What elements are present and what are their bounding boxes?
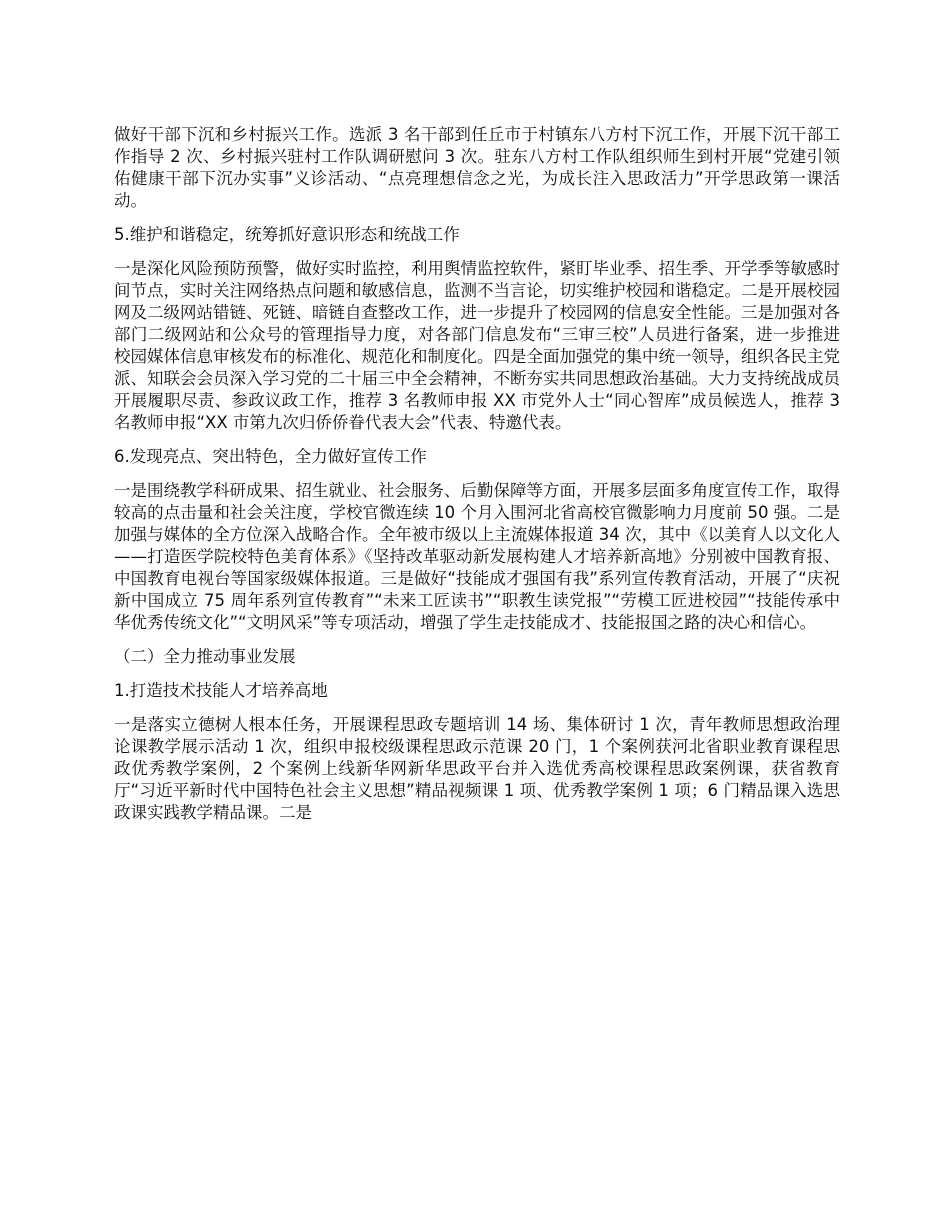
paragraph-cadre-rural: 做好干部下沉和乡村振兴工作。选派 3 名干部到任丘市于村镇东八方村下沉工作，开展下沉干部工作指导 2 次、乡村振兴驻村工作队调研慰问 3 次。驻东八方村工作队组织师生到村开展“党建引领佑健康干部下沉办实事”义诊活动、“点亮理想信念之光，为成长注入思政活力”开学思政第一课活动。 <box>114 125 840 210</box>
heading-section-5: 5.维护和谐稳定，统筹抓好意识形态和统战工作 <box>114 225 460 244</box>
heading-part-2: （二）全力推动事业发展 <box>114 647 296 666</box>
paragraph-talent-training: 一是落实立德树人根本任务，开展课程思政专题培训 14 场、集体研讨 1 次，青年教师思想政治理论课教学展示活动 1 次，组织申报校级课程思政示范课 20 门，1 个案例获河北省职业教育课程思政优秀教学案例，2 个案例上线新华网新华思政平台并入选优秀高校课程思政案例课，获省教育厅“习近平新时代中国特色社会主义思想”精品视频课 1 项、优秀教学案例 1 项；6 门精品课入选思政课实践教学精品课。二是 <box>114 715 840 822</box>
document-body <box>114 124 840 836</box>
paragraph-publicity: 一是围绕教学科研成果、招生就业、社会服务、后勤保障等方面，开展多层面多角度宣传工作，取得较高的点击量和社会关注度，学校官微连续 10 个月入围河北省高校官微影响力月度前 50 强。二是加强与媒体的全方位深入战略合作。全年被市级以上主流媒体报道 34 次，其中《以美育人以文化人——打造医学院校特色美育体系》《坚持改革驱动新发展构建人才培养新高地》分别被中国教育报、中国教育电视台等国家级媒体报道。三是做好“技能成才强国有我”系列宣传教育活动，开展了“庆祝新中国成立 75 周年系列宣传教育”“未来工匠读书”“职教生读党报”“劳模工匠进校园”“技能传承中华优秀传统文化”“文明风采”等专项活动，增强了学生走技能成才、技能报国之路的决心和信心。 <box>114 481 840 632</box>
paragraph-stability: 一是深化风险预防预警，做好实时监控，利用舆情监控软件，紧盯毕业季、招生季、开学季等敏感时间节点，实时关注网络热点问题和敏感信息，监测不当言论，切实维护校园和谐稳定。二是开展校园网及二级网站错链、死链、暗链自查整改工作，进一步提升了校园网的信息安全性能。三是加强对各部门二级网站和公众号的管理指导力度，对各部门信息发布“三审三校”人员进行备案，进一步推进校园媒体信息审核发布的标准化、规范化和制度化。四是全面加强党的集中统一领导，组织各民主党派、知联会会员深入学习党的二十届三中全会精神，不断夯实共同思想政治基础。大力支持统战成员开展履职尽责、参政议政工作，推荐 3 名教师申报 XX 市党外人士“同心智库”成员候选人，推荐 3 名教师申报“XX 市第九次归侨侨眷代表大会”代表、特邀代表。 <box>114 259 840 432</box>
heading-section-1: 1.打造技术技能人才培养高地 <box>114 681 328 700</box>
heading-section-6: 6.发现亮点、突出特色，全力做好宣传工作 <box>114 447 427 466</box>
